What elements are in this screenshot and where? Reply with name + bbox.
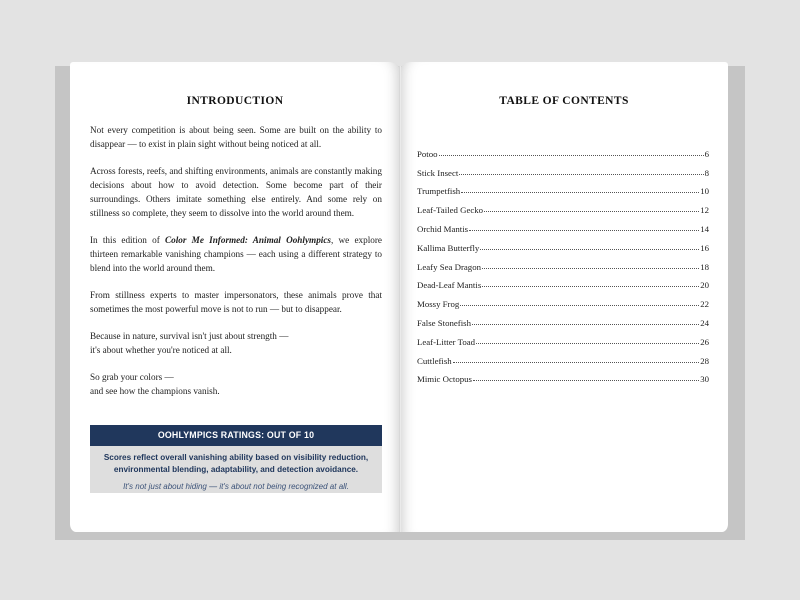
toc-list [417,140,709,384]
introduction-body [90,123,382,411]
toc-leader-dots [459,174,703,175]
intro-paragraph-6-line-1: So grab your colors — [90,372,174,382]
toc-entry-page: 12 [700,205,709,216]
toc-entry-title: Cuttlefish [417,355,452,366]
toc-entry-title: Trumpetfish [417,186,461,197]
toc-leader-dots [472,324,699,325]
toc-entry-page: 8 [704,167,709,178]
intro-paragraph-2: Across forests, reefs, and shifting environments, animals are constantly making decisions about how to avoid detection. Some become part of their surroundings. Others imitate something else entirely. And some rely on stillness so complete, they seem to dissolve into the world around them. [90,166,382,218]
toc-leader-dots [460,305,699,306]
intro-paragraph-5-line-1: Because in nature, survival isn't just about strength — [90,331,289,341]
toc-entry-title: Dead-Leaf Mantis [417,280,482,291]
toc-entry-title: Kallima Butterfly [417,242,480,253]
ratings-note: It's not just about hiding — it's about not being recognized at all. [123,482,349,491]
toc-entry-title: Leaf-Tailed Gecko [417,205,484,216]
book-gutter [399,66,401,532]
toc-entry[interactable] [417,366,709,385]
toc-entry-title: Leafy Sea Dragon [417,261,481,272]
ratings-title: OOHLYMPICS RATINGS: OUT OF 10 [90,425,382,446]
toc-heading: TABLE OF CONTENTS [499,95,629,107]
toc-leader-dots [461,192,699,193]
toc-leader-dots [484,211,699,212]
toc-entry[interactable] [417,159,709,178]
toc-entry-page: 18 [700,261,709,272]
intro-paragraph-5-line-2: it's about whether you're noticed at all. [90,345,232,355]
toc-entry-title: Potoo [417,148,438,159]
toc-entry[interactable] [417,234,709,253]
toc-entry-title: Orchid Mantis [417,223,469,234]
toc-entry[interactable] [417,328,709,347]
toc-entry[interactable] [417,347,709,366]
toc-leader-dots [469,230,699,231]
toc-entry-page: 22 [700,299,709,310]
toc-entry-page: 6 [704,148,709,159]
toc-leader-dots [482,286,699,287]
toc-entry-title: Mimic Octopus [417,374,472,385]
intro-paragraph-3 [90,233,382,275]
toc-entry-title: Stick Insect [417,167,459,178]
intro-paragraph-4: From stillness experts to master impersonators, these animals prove that sometimes the most powerful move is not to run — but to disappear. [90,290,382,314]
toc-leader-dots [482,268,699,269]
ratings-description: Scores reflect overall vanishing ability based on visibility reduction, environmental blending, adaptability, and detection avoidance. [103,453,369,474]
toc-leader-dots [453,362,700,363]
toc-entry-page: 16 [700,242,709,253]
toc-entry[interactable] [417,196,709,215]
toc-entry-page: 20 [700,280,709,291]
toc-entry[interactable] [417,178,709,197]
ratings-box [90,425,382,493]
toc-leader-dots [480,249,699,250]
intro-paragraph-6-line-2: and see how the champions vanish. [90,386,220,396]
toc-entry-title: Leaf-Litter Toad [417,336,476,347]
intro-paragraph-3-lead: In this edition of [90,235,165,245]
intro-paragraph-6 [90,370,382,398]
toc-entry[interactable] [417,253,709,272]
toc-entry-page: 26 [700,336,709,347]
toc-entry-title: Mossy Frog [417,299,460,310]
toc-entry-page: 24 [700,317,709,328]
introduction-heading: INTRODUCTION [186,95,284,107]
toc-entry-page: 14 [700,223,709,234]
toc-entry[interactable] [417,309,709,328]
intro-paragraph-3-rest: , we explore thirteen remarkable vanishing champions — each using a different strategy to blend into the world around them. [90,235,382,273]
toc-entry[interactable] [417,140,709,159]
toc-leader-dots [473,380,699,381]
toc-entry-page: 10 [700,186,709,197]
ratings-body [90,446,382,493]
intro-paragraph-5 [90,329,382,357]
intro-paragraph-1: Not every competition is about being seen. Some are built on the ability to disappear — to exist in plain sight without being noticed at all. [90,125,382,149]
toc-entry-title: False Stonefish [417,317,472,328]
toc-entry[interactable] [417,290,709,309]
toc-entry-page: 28 [700,355,709,366]
toc-entry[interactable] [417,215,709,234]
toc-entry-page: 30 [700,374,709,385]
toc-leader-dots [476,343,699,344]
toc-entry[interactable] [417,272,709,291]
book-title: Color Me Informed: Animal Oohlympics [164,235,331,245]
toc-leader-dots [439,155,704,156]
